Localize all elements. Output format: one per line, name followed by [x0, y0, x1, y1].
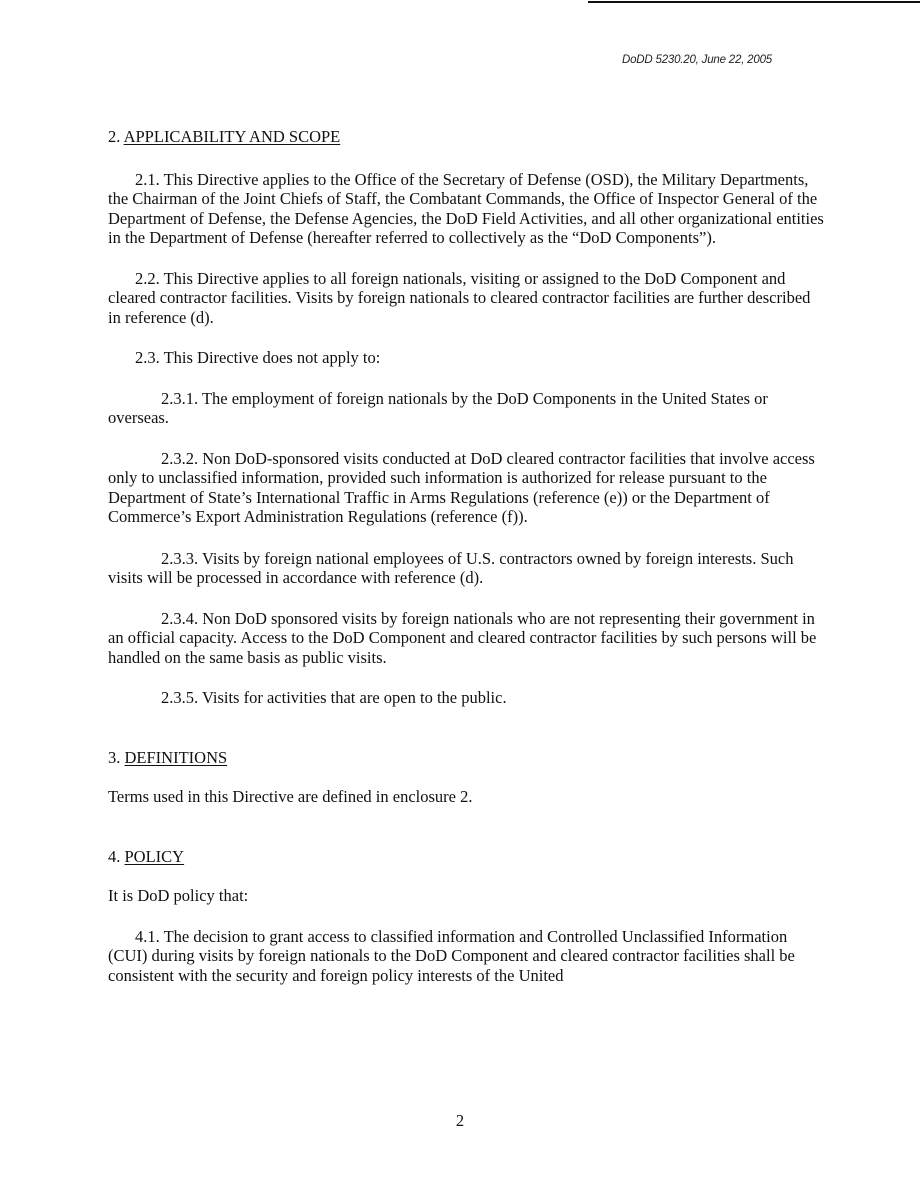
- section-title: DEFINITIONS: [124, 747, 228, 767]
- paragraph-2-3-3: 2.3.3. Visits by foreign national employees of U.S. contractors owned by foreign interests. Such visits will be processed in accordance with reference (d).: [108, 548, 794, 587]
- section-title: POLICY: [124, 846, 185, 866]
- paragraph-4-intro: It is DoD policy that:: [108, 886, 249, 905]
- paragraph-3-intro: Terms used in this Directive are defined in enclosure 2.: [108, 787, 473, 806]
- paragraph-2-2: 2.2. This Directive applies to all foreign nationals, visiting or assigned to the DoD Component and cleared contractor facilities. Visits by foreign nationals to cleared contractor facilities are further described in reference (d).: [108, 268, 811, 327]
- section-number: 2.: [108, 127, 121, 146]
- paragraph-2-3-1: 2.3.1. The employment of foreign nationals by the DoD Components in the United States or overseas.: [108, 388, 768, 427]
- section-4-heading: [108, 847, 820, 867]
- page-number: 2: [455, 1111, 465, 1130]
- section-3-heading: [108, 748, 820, 768]
- section-number: 4.: [108, 846, 121, 866]
- document-reference: DoDD 5230.20, June 22, 2005: [622, 54, 772, 66]
- section-number: 3.: [108, 747, 121, 767]
- paragraph-2-3: 2.3. This Directive does not apply to:: [135, 348, 381, 367]
- document-body: [108, 127, 824, 985]
- paragraph-2-3-5: 2.3.5. Visits for activities that are open to the public.: [161, 688, 507, 707]
- paragraph-2-3-2: 2.3.2. Non DoD-sponsored visits conducted at DoD cleared contractor facilities that involve access only to unclassified information, provided such information is authorized for release pursuant to the Department of State’s International Traffic in Arms Regulations (reference (e)) or the Department of Commerce’s Export Administration Regulations (reference (f)).: [108, 448, 815, 526]
- paragraph-2-1: 2.1. This Directive applies to the Office of the Secretary of Defense (OSD), the Military Departments, the Chairman of the Joint Chiefs of Staff, the Combatant Commands, the Office of Inspector General of the Department of Defense, the Defense Agencies, the DoD Field Activities, and all other organizational entities in the Department of Defense (hereafter referred to collectively as the “DoD Components”).: [108, 169, 824, 247]
- section-2-heading: [108, 127, 820, 147]
- paragraph-2-3-4: 2.3.4. Non DoD sponsored visits by foreign nationals who are not representing their government in an official capacity. Access to the DoD Component and cleared contractor facilities by such persons will be handled on the same basis as public visits.: [108, 608, 817, 667]
- top-rule: [588, 1, 920, 3]
- section-title: APPLICABILITY AND SCOPE: [123, 127, 341, 146]
- paragraph-4-1: 4.1. The decision to grant access to classified information and Controlled Unclassified Information (CUI) during visits by foreign nationals to the DoD Component and cleared contractor facilities shall be consistent with the security and foreign policy interests of the United: [108, 926, 795, 985]
